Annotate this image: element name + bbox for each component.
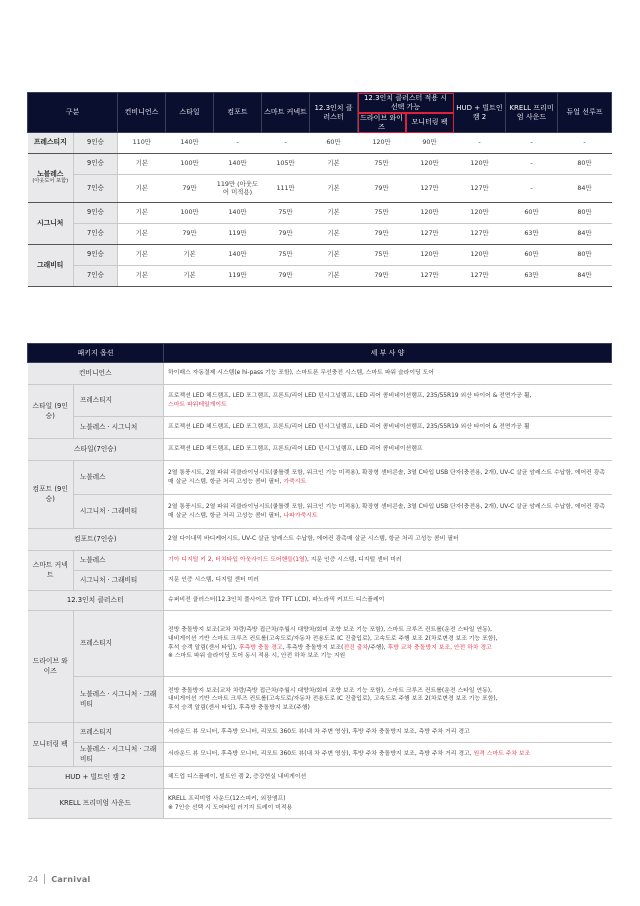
seats-cell: 9인승 [74, 245, 118, 266]
price-cell: 127만 [406, 224, 454, 245]
price-cell: 127만 [454, 175, 506, 203]
price-cell: 120만 [406, 154, 454, 175]
price-cell: 기본 [310, 245, 358, 266]
spec-text: KRELL 프리미엄 사운드(12스피커, 외장앰프) [168, 796, 286, 803]
table-row [28, 417, 612, 439]
price-cell: 기본 [118, 224, 166, 245]
spec-text: 전방 충돌방지 보조(교차 차량/측방 접근차/추월시 대향차/회피 조향 보조 기능 포함), 스마트 크루즈 컨트롤(운전 스타일 연동), [168, 687, 492, 694]
header-style: 스타일 [166, 93, 214, 133]
price-cell: 기본 [118, 266, 166, 287]
price-cell: 140만 [166, 133, 214, 154]
spec-cell [164, 461, 612, 495]
page-number: 24 [28, 874, 39, 884]
price-cell: 기본 [310, 154, 358, 175]
seats-cell: 9인승 [74, 133, 118, 154]
pkg-hud: HUD + 빌트인 캠 2 [28, 767, 164, 789]
price-cell: 63만 [506, 224, 558, 245]
table-row [28, 133, 612, 154]
price-cell: 84만 [558, 224, 612, 245]
price-cell: 79만 [358, 224, 406, 245]
table-row [28, 723, 612, 743]
header-package-option: 패키지 옵션 [28, 344, 164, 363]
table-row [28, 203, 612, 224]
spec-text-highlight: 가죽시트 [283, 478, 307, 485]
trim-label: 노블레스 · 시그니처 · 그래비티 [74, 743, 164, 767]
table-row [28, 175, 612, 203]
trim-gravity: 그래비티 [28, 245, 74, 287]
spec-text-highlight: 나파가죽시트 [283, 512, 318, 519]
spec-text: 후석 승객 알림(센서 타입), [168, 644, 239, 651]
trim-label: 프레스티지 [74, 723, 164, 743]
price-cell: 110만 [118, 133, 166, 154]
price-cell: 기본 [118, 203, 166, 224]
spec-text-highlight: 원격 스마트 주차 보조 [473, 751, 531, 758]
price-cell: 105만 [262, 154, 310, 175]
price-cell: 60만 [310, 133, 358, 154]
price-cell: 63만 [506, 266, 558, 287]
price-cell: 140만 [214, 154, 262, 175]
spec-text-highlight: 후측방 충돌 경고 [238, 644, 283, 651]
table-row [28, 767, 612, 789]
price-cell: 80만 [558, 203, 612, 224]
price-cell: 84만 [558, 175, 612, 203]
pkg-drive-wise: 드라이브 와이즈 [28, 611, 74, 723]
pkg-smart-connect: 스마트 커넥트 [28, 551, 74, 591]
price-cell: 79만 [166, 224, 214, 245]
spec-text: 내비게이션 기반 스마트 크루즈 컨트롤(고속도로/자동차 전용도로 IC 진출입로), 고속도로 주행 보조 2(차로변경 보조 기능 포함), [168, 635, 498, 642]
spec-cell [164, 743, 612, 767]
price-cell: 기본 [310, 224, 358, 245]
trim-label: 노블레스 [74, 551, 164, 571]
spec-cell: 지문 인증 시스템, 디지털 센터 미러 [164, 571, 612, 591]
table-row [28, 363, 612, 385]
pkg-style-7: 스타일(7인승) [28, 439, 164, 461]
price-cell: 75만 [358, 154, 406, 175]
table-row [28, 789, 612, 819]
price-cell: 기본 [310, 175, 358, 203]
header-krell: KRELL 프리미엄 사운드 [506, 93, 558, 133]
table-row [28, 495, 612, 529]
price-cell: 119만 [214, 266, 262, 287]
header-cluster-group: 12.3인치 클러스터 적용 시 선택 가능 [358, 93, 454, 113]
spec-text: /주행), [368, 644, 388, 651]
price-cell: 120만 [406, 203, 454, 224]
table-row [28, 385, 612, 417]
table-row [28, 571, 612, 591]
package-spec-table [27, 343, 612, 819]
header-spec: 세 부 사 양 [164, 344, 612, 363]
price-cell: 127만 [406, 266, 454, 287]
price-cell: 기본 [118, 175, 166, 203]
header-convenience: 컨비니언스 [118, 93, 166, 133]
spec-text: 전방 충돌방지 보조(교차 차량/측방 접근차/추월시 대향차/회피 조향 보조 기능 포함), 스마트 크루즈 컨트롤(운전 스타일 연동), [168, 627, 492, 634]
price-cell: 127만 [454, 224, 506, 245]
spec-cell: 프로젝션 LED 헤드램프, LED 포그램프, 프론트/리어 LED 턴시그널램프, LED 리어 콤비네이션램프 [164, 439, 612, 461]
price-cell: - [214, 133, 262, 154]
table-row [28, 245, 612, 266]
brand-name: Carnival [51, 874, 91, 884]
price-cell: 90만 [406, 133, 454, 154]
pkg-krell: KRELL 프리미엄 사운드 [28, 789, 164, 819]
trim-label: 시그니처 · 그래비티 [74, 495, 164, 529]
price-cell: 119만 [214, 224, 262, 245]
price-cell: 기본 [166, 245, 214, 266]
price-cell: - [262, 133, 310, 154]
price-cell: - [506, 133, 558, 154]
price-cell: 120만 [406, 245, 454, 266]
price-cell: 60만 [506, 203, 558, 224]
table-row [28, 224, 612, 245]
footer-divider [44, 874, 45, 884]
price-cell: 80만 [558, 245, 612, 266]
header-smart-connect: 스마트 커넥트 [262, 93, 310, 133]
price-cell: 80만 [558, 154, 612, 175]
spec-cell [164, 789, 612, 819]
spec-cell [164, 385, 612, 417]
spec-note: ※ 7인승 선택 시 도어타입 러기지 트레이 미적용 [168, 804, 293, 811]
trim-label: 프레스티지 [74, 611, 164, 677]
page-footer [28, 874, 91, 884]
spec-cell [164, 551, 612, 571]
header-monitoring: 모니터링 팩 [406, 113, 454, 133]
price-cell: 79만 [358, 266, 406, 287]
header-comfort: 컴포트 [214, 93, 262, 133]
price-cell: 기본 [310, 266, 358, 287]
price-cell: 75만 [262, 203, 310, 224]
trim-prestige: 프레스티지 [28, 133, 74, 154]
trim-noblesse-label: 노블레스 [37, 170, 64, 179]
table-row [28, 529, 612, 551]
trim-label: 노블레스 · 시그니처 · 그래비티 [74, 677, 164, 723]
seats-cell: 9인승 [74, 154, 118, 175]
price-cell: 79만 [166, 175, 214, 203]
spec-text: 서라운드 뷰 모니터, 후측방 모니터, 리모트 360도 뷰(내 차 주변 영상), 후방 주차 충돌방지 보조, 측방 주차 거리 경고, [168, 751, 472, 758]
table-row [28, 266, 612, 287]
trim-label: 프레스티지 [74, 385, 164, 417]
price-cell: 140만 [214, 203, 262, 224]
spec-text: , 지문 인증 시스템, 디지털 센터 미러 [307, 557, 402, 564]
option-price-table [27, 92, 612, 287]
spec-text: 2열 통풍시트, 2열 파워 리클라이닝시트(쿨틀렛 포함, 워크인 기능 미적용), 확장형 센터콘솔, 3열 C타입 USB 단자(충전용, 2개), UV-C 살균 암레스트 수납함, 에어컨 광촉매 살균 시스템, 항균 처리 고성능 콤비 필터, [168, 503, 606, 519]
price-cell: 100만 [166, 203, 214, 224]
table-row [28, 439, 612, 461]
header-category: 구분 [28, 93, 118, 133]
price-cell: - [558, 133, 612, 154]
price-cell: 120만 [454, 154, 506, 175]
price-cell: 60만 [506, 245, 558, 266]
table-row [28, 677, 612, 723]
spec-cell [164, 677, 612, 723]
header-drive-wise: 드라이브 와이즈 [358, 113, 406, 133]
price-cell: 기본 [118, 154, 166, 175]
pkg-comfort-9: 컴포트 (9인승) [28, 461, 74, 529]
price-cell: - [506, 154, 558, 175]
trim-label: 시그니처 · 그래비티 [74, 571, 164, 591]
trim-label: 노블레스 [74, 461, 164, 495]
price-cell: 75만 [262, 245, 310, 266]
seats-cell: 9인승 [74, 203, 118, 224]
spec-cell [164, 495, 612, 529]
price-cell: 기본 [118, 245, 166, 266]
header-hud: HUD + 빌트인 캠 2 [454, 93, 506, 133]
price-cell: 120만 [454, 245, 506, 266]
price-cell: 84만 [558, 266, 612, 287]
pkg-cluster: 12.3인치 클러스터 [28, 591, 164, 611]
trim-noblesse-sub: (아웃도어 포함) [32, 177, 69, 184]
price-cell: 75만 [358, 245, 406, 266]
price-cell: - [506, 175, 558, 203]
trim-label: 노블레스 · 시그니처 [74, 417, 164, 439]
spec-text: 내비게이션 기반 스마트 크루즈 컨트롤(고속도로/자동차 전용도로 IC 진출입로), 고속도로 주행 보조 2(차로변경 보조 기능 포함), [168, 696, 498, 703]
price-cell: 140만 [214, 245, 262, 266]
price-cell: 79만 [262, 266, 310, 287]
spec-text-highlight: 기아 디지털 키 2, 터치타입 아웃사이드 도어핸들(1열) [168, 557, 308, 564]
spec-text: 2열 통풍시트, 2열 파워 리클라이닝시트(쿨틀렛 포함, 워크인 기능 미적용), 확장형 센터콘솔, 3열 C타입 USB 단자(충전용, 2개), UV-C 살균 암레스트 수납함, 에어컨 광촉매 살균 시스템, 항균 처리 고성능 콤비 필터, [168, 469, 606, 485]
spec-text: 후석 승객 알림(센서 타입), 후측방 충돌방지 보조(주행) [168, 704, 310, 711]
seats-cell: 7인승 [74, 175, 118, 203]
pkg-style-9: 스타일 (9인승) [28, 385, 74, 439]
price-cell: 79만 [262, 224, 310, 245]
price-cell: 127만 [454, 266, 506, 287]
price-cell: 75만 [358, 203, 406, 224]
spec-cell: 헤드업 디스플레이, 빌트인 캠 2, 증강현실 내비게이션 [164, 767, 612, 789]
table-row [28, 743, 612, 767]
spec-text-highlight: 후방 교차 충돌방지 보조, 안전 하차 경고 [387, 644, 492, 651]
trim-noblesse [28, 154, 74, 203]
pkg-monitoring: 모니터링 팩 [28, 723, 74, 767]
seats-cell: 7인승 [74, 224, 118, 245]
pkg-convenience: 컨비니언스 [28, 363, 164, 385]
price-cell: - [454, 133, 506, 154]
spec-cell: 하이패스 자동결제 시스템(e hi-pass 기능 포함), 스마트폰 무선충전 시스템, 스마트 파워 슬라이딩 도어 [164, 363, 612, 385]
price-cell: 111만 [262, 175, 310, 203]
table-row [28, 461, 612, 495]
table-row [28, 551, 612, 571]
table-row [28, 591, 612, 611]
spec-cell: 2열 다이내믹 바디케어시트, UV-C 살균 암레스트 수납함, 에어컨 광촉매 살균 시스템, 항균 처리 고성능 콤비 필터 [164, 529, 612, 551]
header-cluster: 12.3인치 클러스터 [310, 93, 358, 133]
spec-text-highlight: 전진 출차 [343, 644, 369, 651]
seats-cell: 7인승 [74, 266, 118, 287]
price-cell: 기본 [166, 266, 214, 287]
spec-note: ※ 스마트 파워 슬라이딩 도어 동시 적용 시, 안전 하차 보조 기능 지원 [168, 653, 346, 660]
spec-cell: 프로젝션 LED 헤드램프, LED 포그램프, 프론트/리어 LED 턴시그널램프, LED 리어 콤비네이션램프, 235/55R19 외산 타이어 & 전면가공 휠 [164, 417, 612, 439]
spec-cell: 슈퍼비전 클러스터(12.3인치 풀사이즈 칼라 TFT LCD), 파노라믹 커브드 디스플레이 [164, 591, 612, 611]
spec-text: , 후측방 충돌방지 보조( [282, 644, 344, 651]
price-cell: 120만 [454, 203, 506, 224]
price-cell: 127만 [406, 175, 454, 203]
price-cell: 120만 [358, 133, 406, 154]
pkg-comfort-7: 컴포트(7인승) [28, 529, 164, 551]
spec-cell: 서라운드 뷰 모니터, 후측방 모니터, 리모트 360도 뷰(내 차 주변 영상), 후방 주차 충돌방지 보조, 측방 주차 거리 경고 [164, 723, 612, 743]
spec-text-highlight: 스마트 파워테일게이트 [168, 401, 227, 408]
table-row [28, 611, 612, 677]
spec-cell [164, 611, 612, 677]
price-cell: 79만 [358, 175, 406, 203]
table-row [28, 154, 612, 175]
spec-text: 프로젝션 LED 헤드램프, LED 포그램프, 프론트/리어 LED 턴시그널램프, LED 리어 콤비네이션램프, 235/55R19 외산 타이어 & 전면가공 휠, [168, 392, 532, 399]
price-cell: 기본 [310, 203, 358, 224]
header-sunroof: 듀얼 선루프 [558, 93, 612, 133]
trim-signature: 시그니처 [28, 203, 74, 245]
price-cell: 100만 [166, 154, 214, 175]
price-cell: 119만 (아웃도어 미적용) [214, 175, 262, 203]
